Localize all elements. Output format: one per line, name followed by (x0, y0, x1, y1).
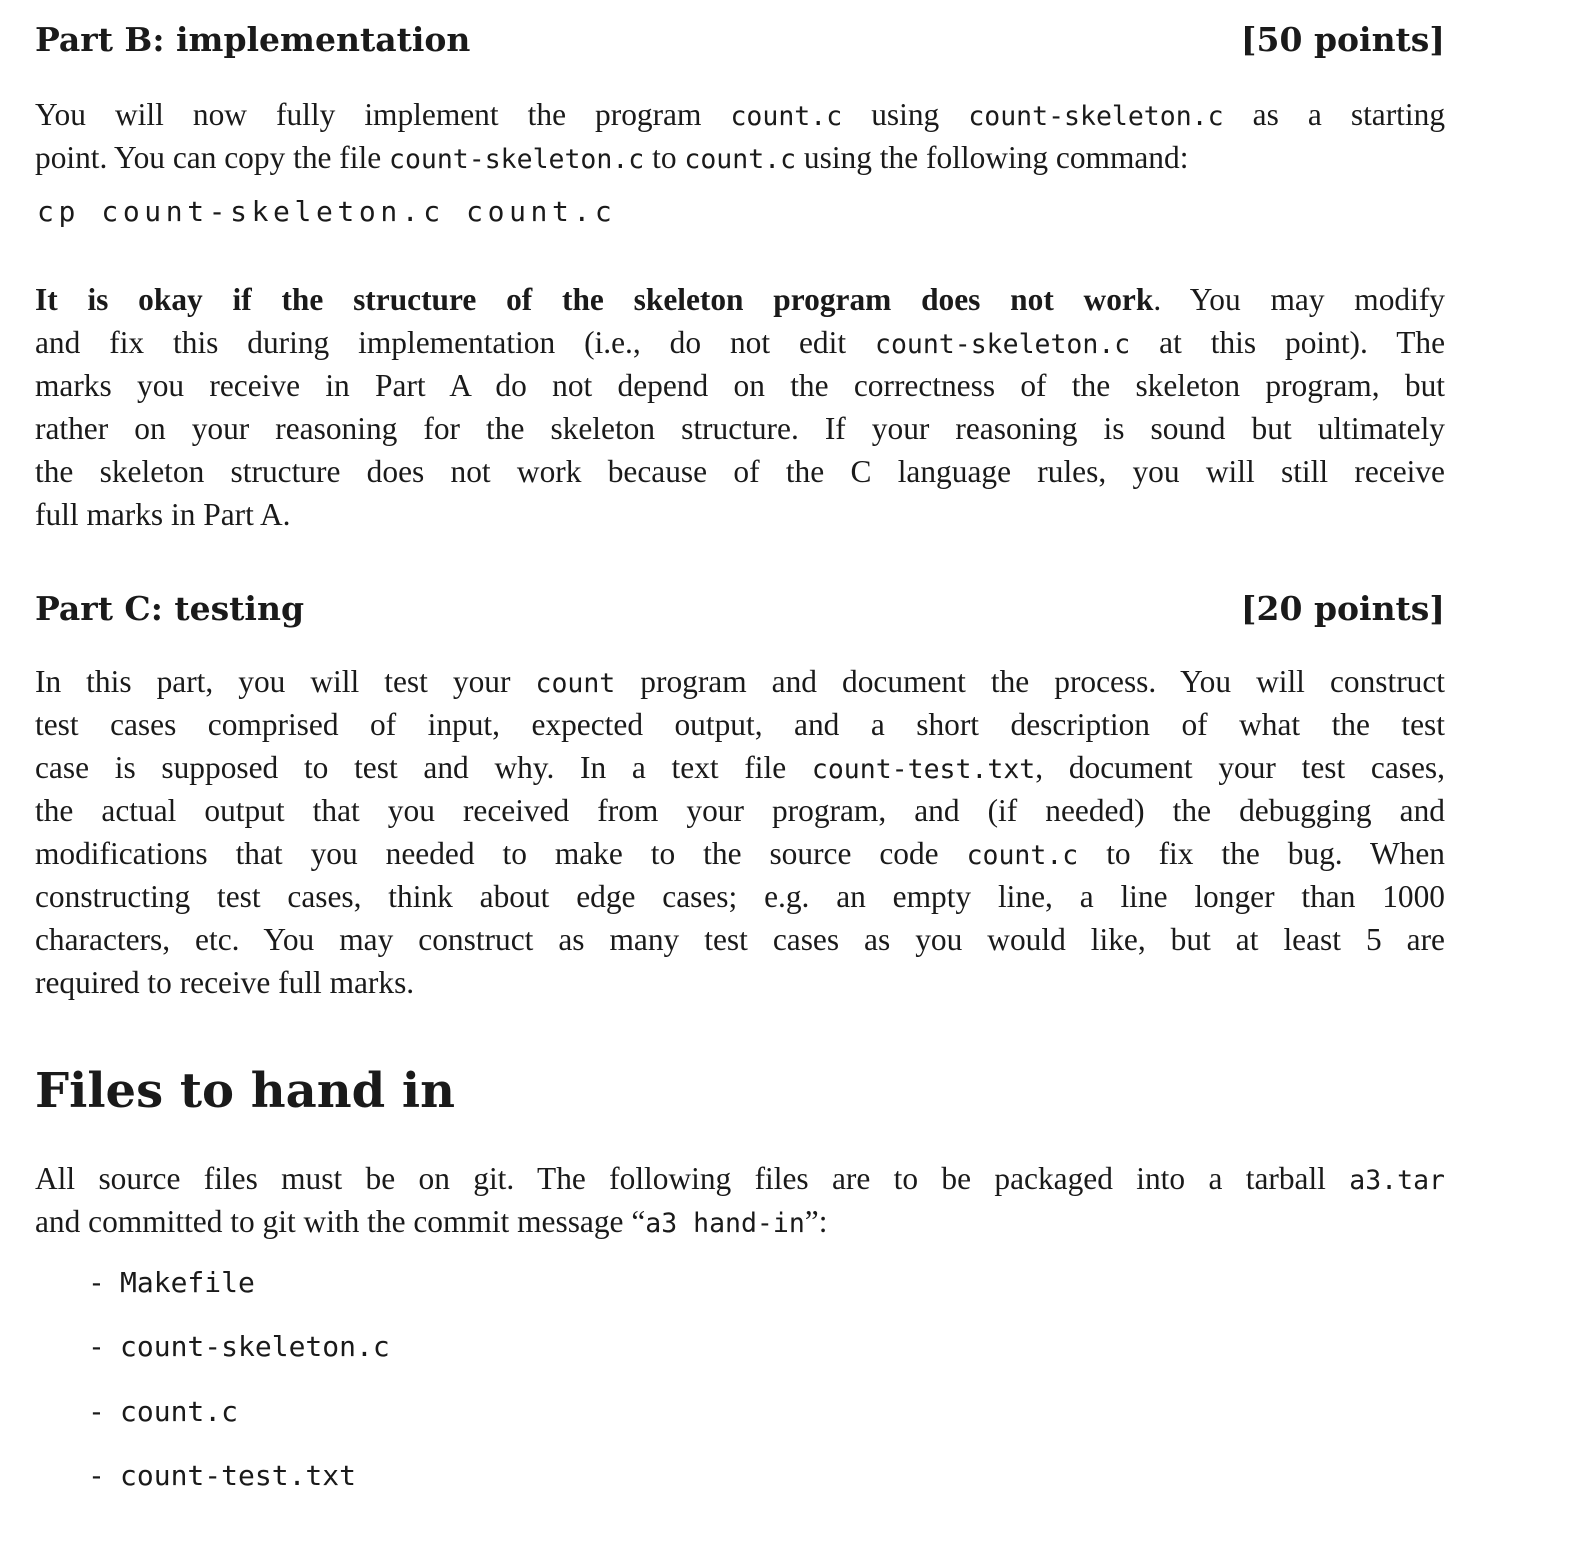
hand-in-paragraph (35, 1157, 1445, 1243)
file-list-item: - Makefile (88, 1266, 255, 1299)
part-c-heading (35, 589, 1445, 628)
text-line: marks you receive in Part A do not depend on the correctness of the skeleton program, but (35, 368, 1445, 403)
text-line: the actual output that you received from your program, and (if needed) the debugging and (35, 793, 1445, 828)
file-list-item: - count-skeleton.c (88, 1330, 390, 1363)
text-line: modifications that you needed to make to the source code count.c to fix the bug. When (35, 836, 1445, 871)
text-line: test cases comprised of input, expected output, and a short description of what the test (35, 707, 1445, 742)
text-line: You will now fully implement the program count.c using count-skeleton.c as a starting (35, 97, 1446, 132)
copy-command-block: cp count-skeleton.c count.c (37, 195, 617, 228)
part-b-intro-paragraph (35, 93, 1445, 179)
files-to-hand-in-heading: Files to hand in (35, 1063, 456, 1119)
inline-code: count-test.txt (811, 754, 1036, 785)
text-line: rather on your reasoning for the skeleton structure. If your reasoning is sound but ultimately (35, 411, 1445, 446)
inline-code: count-skeleton.c (968, 101, 1224, 132)
text-line: the skeleton structure does not work because of the C language rules, you will still receive (35, 454, 1445, 489)
text-line: point. You can copy the file count-skeleton.c to count.c using the following command: (35, 140, 1189, 175)
file-list-item: - count-test.txt (88, 1459, 357, 1492)
inline-code: count.c (730, 101, 843, 132)
inline-code: count.c (966, 840, 1079, 871)
text-line: case is supposed to test and why. In a text file count-test.txt, document your test cases, (35, 750, 1445, 785)
text-line: and fix this during implementation (i.e., do not edit count-skeleton.c at this point). The (35, 325, 1445, 360)
text-line: characters, etc. You may construct as many test cases as you would like, but at least 5 are (35, 922, 1445, 957)
text-line: All source files must be on git. The following files are to be packaged into a tarball a3.tar (35, 1161, 1445, 1196)
emphasis-text: It is okay if the structure of the skeleton program does not work (35, 282, 1154, 317)
part-b-title: Part B: implementation (35, 20, 471, 59)
part-c-points: [20 points] (1240, 589, 1445, 628)
inline-code: count (535, 668, 616, 699)
text-line: required to receive full marks. (35, 965, 415, 1000)
part-b-points: [50 points] (1240, 20, 1445, 59)
text-line: and committed to git with the commit message “a3 hand-in”: (35, 1204, 828, 1239)
inline-code: count-skeleton.c (874, 329, 1131, 360)
part-c-title: Part C: testing (35, 589, 305, 628)
text-line: In this part, you will test your count program and document the process. You will construct (35, 664, 1446, 699)
part-c-paragraph (35, 660, 1445, 1004)
inline-code: count.c (684, 144, 797, 175)
text-line: full marks in Part A. (35, 497, 291, 532)
part-b-note-paragraph (35, 278, 1445, 536)
part-b-heading (35, 20, 1445, 59)
text-line: It is okay if the structure of the skeleton program does not work. You may modify (35, 282, 1445, 317)
inline-code: count-skeleton.c (388, 144, 645, 175)
inline-code: a3.tar (1349, 1165, 1445, 1196)
inline-code: a3 hand-in (645, 1208, 805, 1239)
file-list-item: - count.c (88, 1395, 239, 1428)
text-line: constructing test cases, think about edge cases; e.g. an empty line, a line longer than 1000 (35, 879, 1445, 914)
